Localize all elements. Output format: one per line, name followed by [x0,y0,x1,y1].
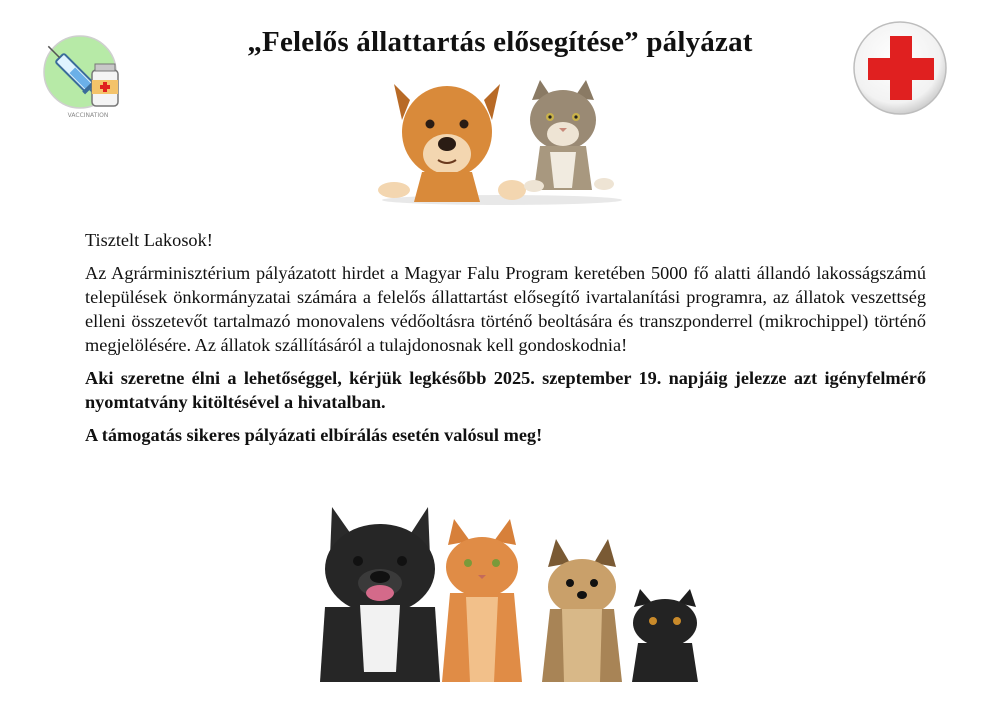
letter-body [85,228,926,456]
paragraph-intro: Az Agrárminisztérium pályázatott hirdet a Magyar Falu Program keretében 5000 fő alatti állandó lakosságszámú települések önkormányzatai számára a felelős állattartást elősegítő ivartalanítási programra, az állatok veszettség elleni összetevőt tartalmazó monovalens védőoltásra történő beoltására és transzponderrel (mikrochippel) történő megjelölésére. Az állatok szállításáról a tulajdonosnak kell gondoskodnia! [85,263,926,355]
vaccination-icon [40,30,130,125]
terrier-illustration [542,539,622,682]
vaccination-caption: VACCINATION [67,112,109,119]
black-kitten-illustration [632,589,698,682]
bulldog-illustration [320,507,440,682]
dog-illustration [378,84,526,202]
paragraph-condition: A támogatás sikeres pályázati elbírálás esetén valósul meg! [85,425,543,445]
ginger-cat-illustration [442,519,522,682]
cat-illustration [524,80,614,192]
red-cross-icon [850,18,950,118]
greeting: Tisztelt Lakosok! [85,230,213,250]
pets-group-image [300,497,720,682]
paragraph-deadline: Aki szeretne élni a lehetőséggel, kérjük legkésőbb 2025. szeptember 19. napjáig jelezze azt igényfelmérő nyomtatvány kitöltésével a hivatalban. [85,368,926,412]
dog-and-cat-image [372,72,632,207]
page-title: „Felelős állattartás elősegítése” pályázat [247,26,753,58]
